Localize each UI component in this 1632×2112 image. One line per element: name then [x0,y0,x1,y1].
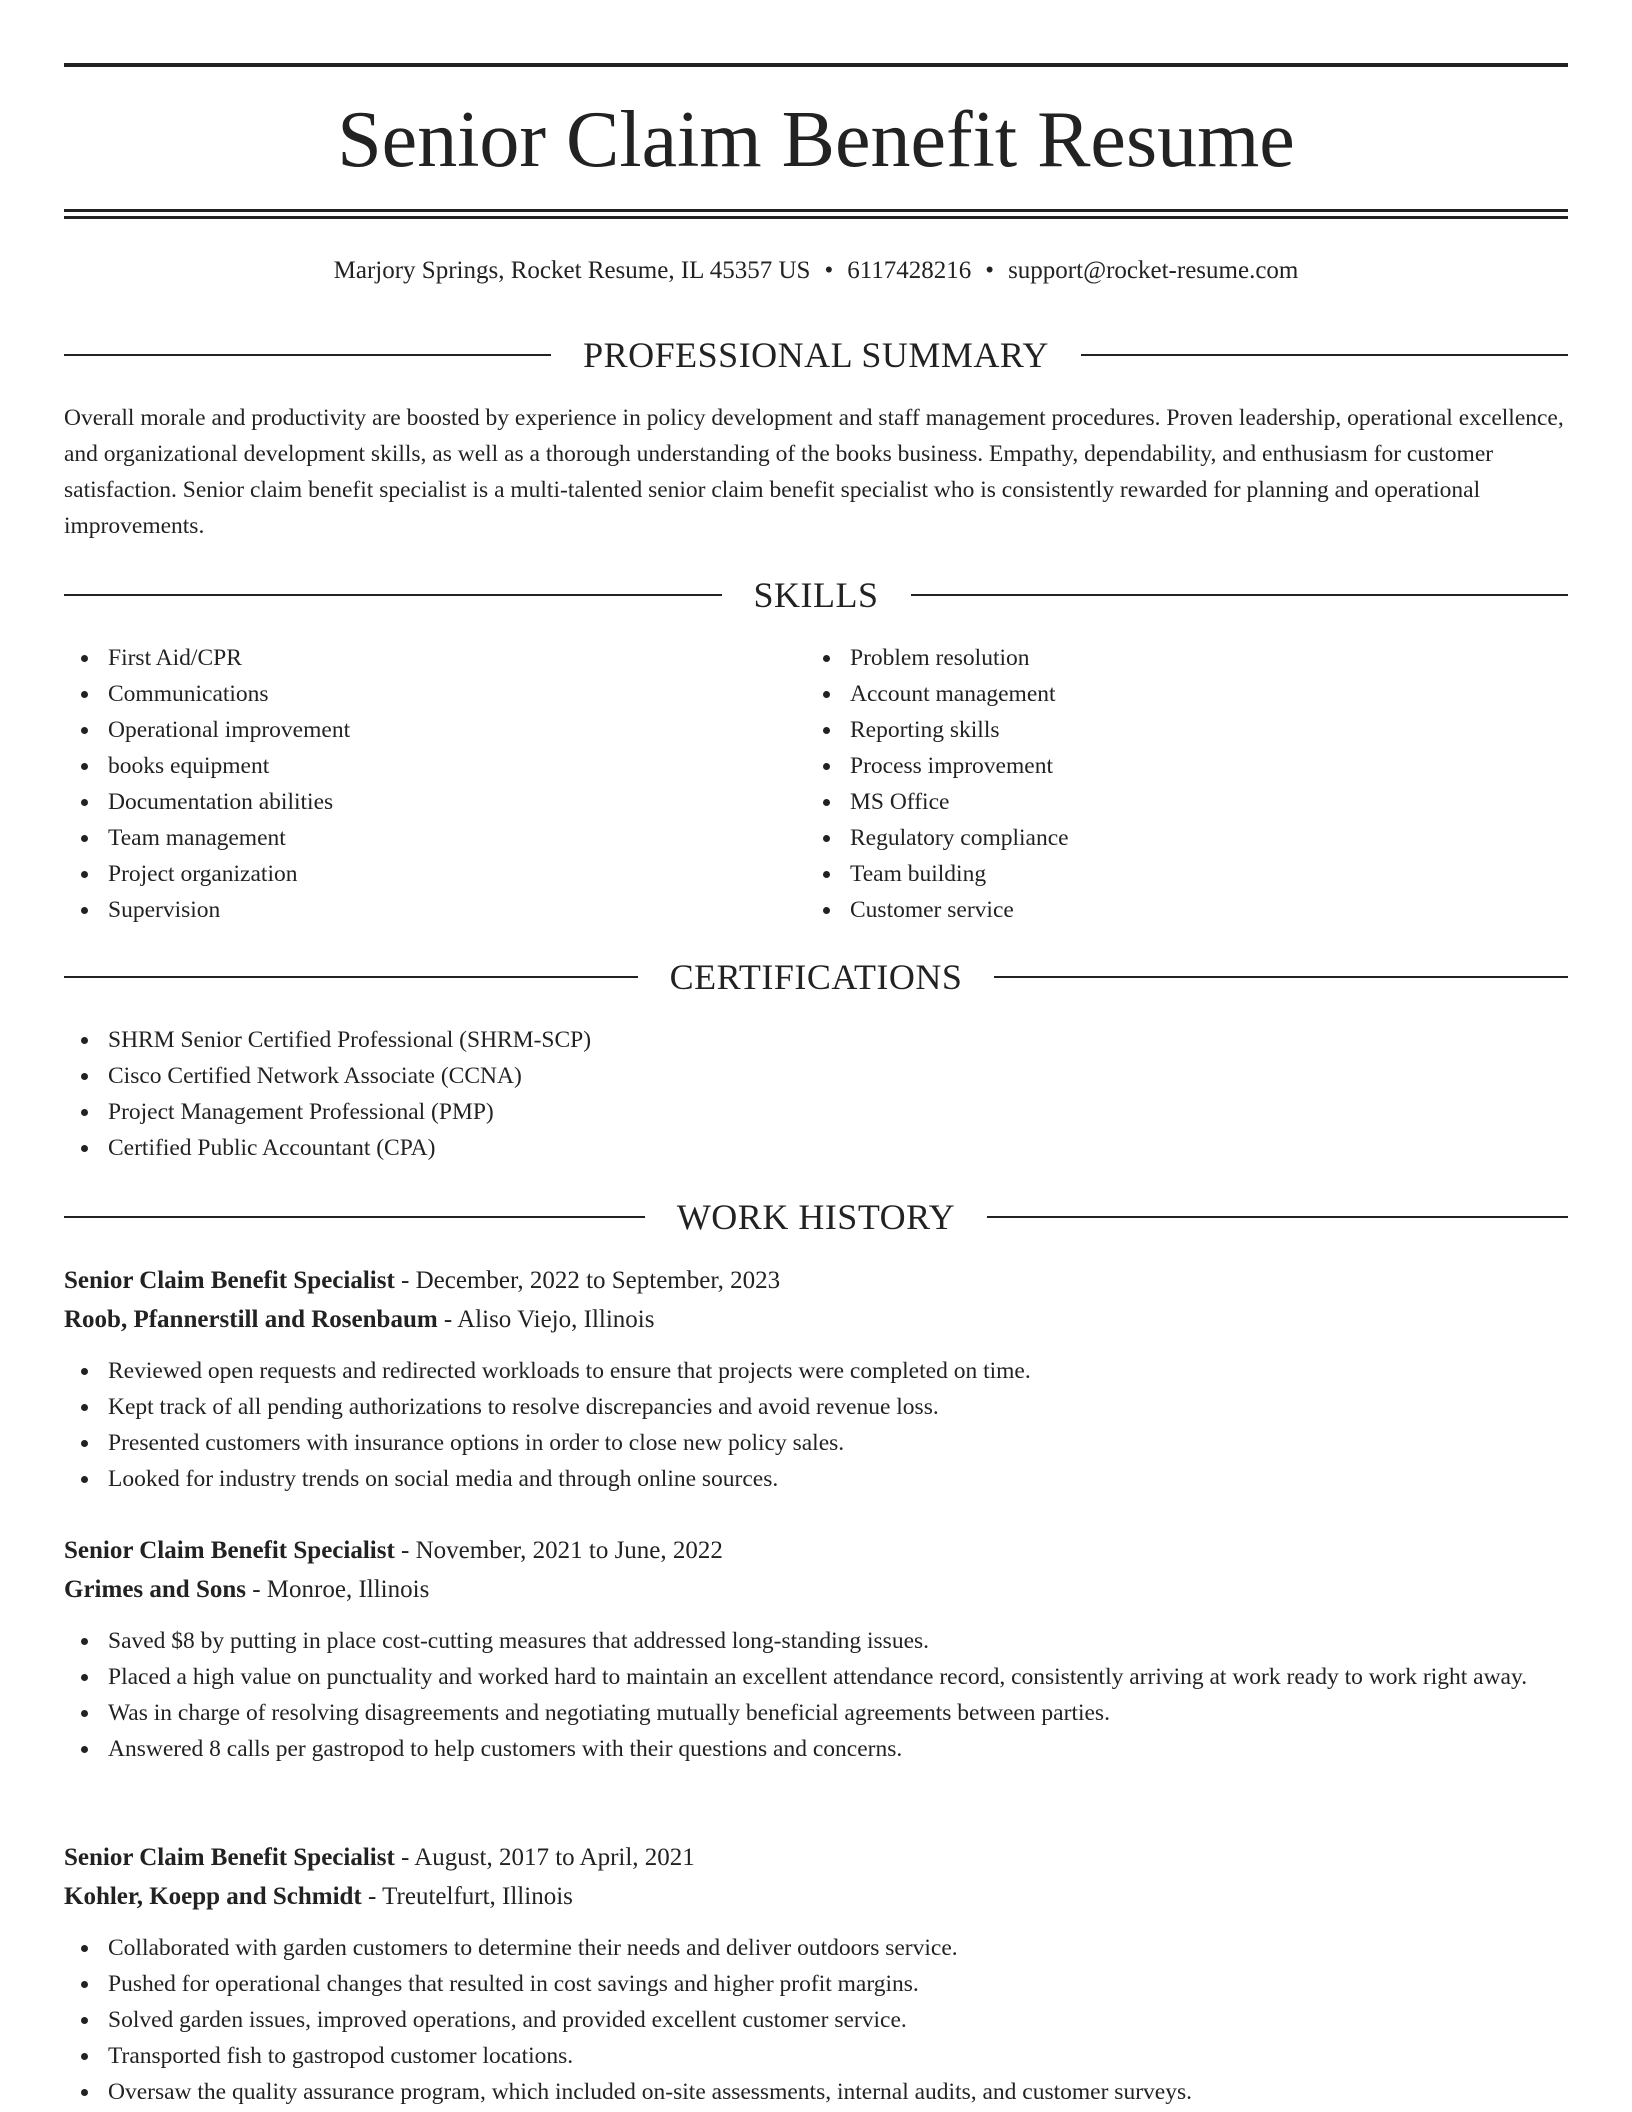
job-dates: - November, 2021 to June, 2022 [394,1537,723,1564]
top-rule [64,63,1568,67]
job-bullet: Oversaw the quality assurance program, which included on-site assessments, internal audits, and customer surveys. [64,2074,1568,2110]
job-location: - Treutelfurt, Illinois [361,1883,573,1910]
heading-rule [64,1216,645,1218]
job-bullet: Reviewed open requests and redirected workloads to ensure that projects were completed on time. [64,1353,1568,1389]
heading-rule [994,976,1568,978]
job-bullet: Looked for industry trends on social media and through online sources. [64,1461,1568,1497]
contact-address: Marjory Springs, Rocket Resume, IL 45357 US [333,257,811,284]
job-bullets [64,1353,1568,1497]
title-rule-upper [64,209,1568,212]
job-bullet: Collaborated with garden customers to determine their needs and deliver outdoors service. [64,1930,1568,1966]
certification-item: Project Management Professional (PMP) [64,1094,1568,1130]
job-entry [64,1531,1568,1767]
job-dates: - December, 2022 to September, 2023 [394,1267,781,1294]
page-title: Senior Claim Benefit Resume [337,96,1295,184]
job-bullet: Placed a high value on punctuality and worked hard to maintain an excellent attendance record, consistently arriving at work ready to work right away. [64,1659,1568,1695]
job-company-line [64,1877,1568,1916]
section-heading: WORK HISTORY [676,1197,956,1237]
job-title: Senior Claim Benefit Specialist [64,1537,395,1564]
summary-text: Overall morale and productivity are boosted by experience in policy development and staff management procedures. Proven leadership, operational excellence, and organizational development skills, as well as a thorough understanding of the books business. Empathy, dependability, and enthusiasm for customer satisfaction. Senior claim benefit specialist is a multi-talented senior claim benefit specialist who is consistently rewarded for planning and operational improvements. [64,405,1564,539]
job-company-line [64,1570,1568,1609]
job-company: Roob, Pfannerstill and Rosenbaum [64,1306,438,1333]
heading-rule [987,1216,1568,1218]
job-title-line [64,1838,1568,1877]
section-heading: PROFESSIONAL SUMMARY [583,335,1049,375]
work-history-heading [64,1194,1568,1240]
job-bullet: Transported fish to gastropod customer locations. [64,2038,1568,2074]
certification-item: Cisco Certified Network Associate (CCNA) [64,1058,1568,1094]
job-location: - Aliso Viejo, Illinois [437,1306,655,1333]
skill-item: Regulatory compliance [806,820,1506,856]
contact-line [64,254,1568,288]
job-bullet: Saved $8 by putting in place cost-cutting measures that addressed long-standing issues. [64,1623,1568,1659]
certifications-heading [64,954,1568,1000]
skill-item: MS Office [806,784,1506,820]
job-company-line [64,1300,1568,1339]
skill-item: Supervision [64,892,764,928]
skill-item: Process improvement [806,748,1506,784]
skill-item: First Aid/CPR [64,640,764,676]
skill-item: Problem resolution [806,640,1506,676]
job-title-line [64,1261,1568,1300]
job-bullets [64,1930,1568,2110]
job-entry [64,1838,1568,2110]
job-bullet: Kept track of all pending authorizations to resolve discrepancies and avoid revenue loss. [64,1389,1568,1425]
heading-rule [64,594,722,596]
contact-email: support@rocket-resume.com [1008,257,1299,284]
contact-phone: 6117428216 [847,257,972,284]
job-title: Senior Claim Benefit Specialist [64,1844,395,1871]
job-company: Grimes and Sons [64,1576,246,1603]
skill-item: Customer service [806,892,1506,928]
contact-separator: • [824,257,834,284]
job-company: Kohler, Koepp and Schmidt [64,1883,362,1910]
skill-item: Account management [806,676,1506,712]
heading-rule [64,976,638,978]
job-bullets [64,1623,1568,1767]
heading-rule [1081,354,1568,356]
skill-item: Documentation abilities [64,784,764,820]
skill-item: Team building [806,856,1506,892]
job-location: - Monroe, Illinois [245,1576,430,1603]
title-rule-lower [64,216,1568,219]
job-dates: - August, 2017 to April, 2021 [394,1844,695,1871]
job-title-line [64,1531,1568,1570]
skills-heading [64,572,1568,618]
skill-item: Reporting skills [806,712,1506,748]
job-bullet: Solved garden issues, improved operations, and provided excellent customer service. [64,2002,1568,2038]
contact-separator: • [985,257,995,284]
job-bullet: Pushed for operational changes that resulted in cost savings and higher profit margins. [64,1966,1568,2002]
certification-item: SHRM Senior Certified Professional (SHRM-SCP) [64,1022,1568,1058]
skill-item: Project organization [64,856,764,892]
job-bullet: Was in charge of resolving disagreements and negotiating mutually beneficial agreements between parties. [64,1695,1568,1731]
certifications-list [64,1022,1568,1166]
skill-item: books equipment [64,748,764,784]
section-heading: CERTIFICATIONS [669,957,963,997]
skills-list-right [806,640,1506,928]
job-title: Senior Claim Benefit Specialist [64,1267,395,1294]
skills-list-left [64,640,764,928]
heading-rule [911,594,1569,596]
heading-rule [64,354,551,356]
job-entry [64,1261,1568,1497]
skill-item: Operational improvement [64,712,764,748]
skill-item: Team management [64,820,764,856]
section-heading: SKILLS [753,575,879,615]
summary-heading [64,332,1568,378]
job-bullet: Presented customers with insurance options in order to close new policy sales. [64,1425,1568,1461]
certification-item: Certified Public Accountant (CPA) [64,1130,1568,1166]
skill-item: Communications [64,676,764,712]
job-bullet: Answered 8 calls per gastropod to help customers with their questions and concerns. [64,1731,1568,1767]
